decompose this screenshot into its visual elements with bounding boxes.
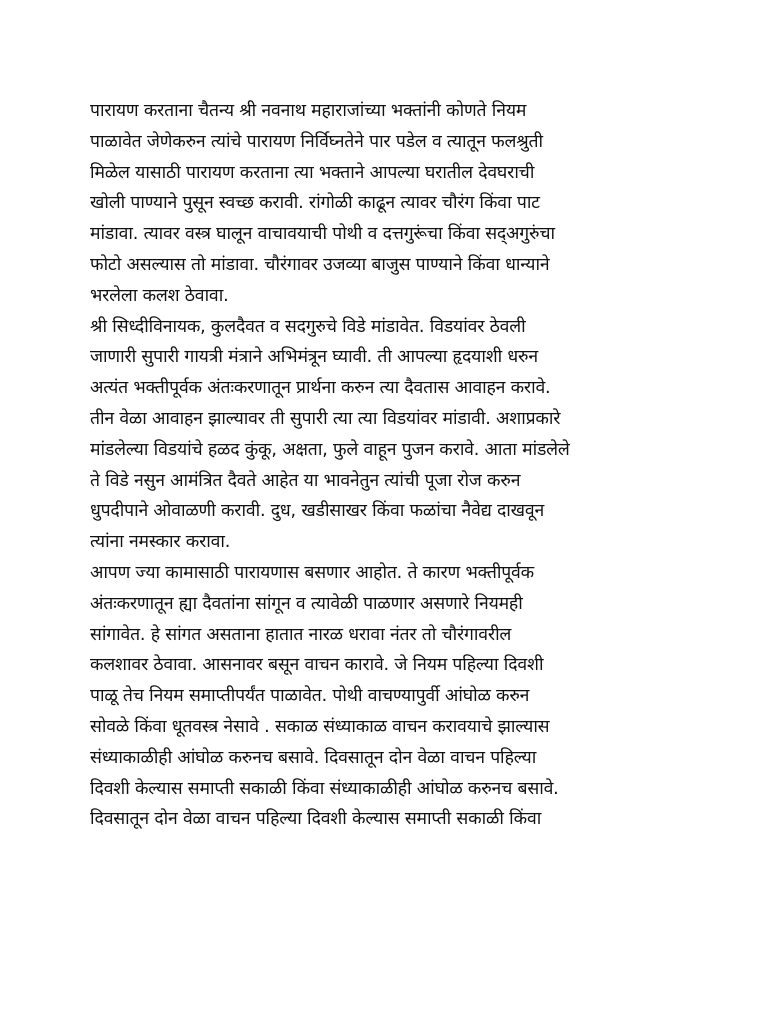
text-line: सांगावेत. हे सांगत असताना हातात नारळ धरावा नंतर तो चौरंगावरील	[90, 624, 512, 645]
text-line: जाणारी सुपारी गायत्री मंत्राने अभिमंत्रून घ्यावी. ती आपल्या हृदयाशी धरुन	[90, 347, 538, 368]
document-body	[90, 96, 690, 835]
text-line: मांडलेल्या विडयांचे हळद कुंकू, अक्षता, फुले वाहून पुजन करावे. आता मांडलेले	[90, 439, 570, 460]
text-line: त्यांना नमस्कार करावा.	[90, 532, 231, 553]
text-line: कलशावर ठेवावा. आसनावर बसून वाचन कारावे. जे नियम पहिल्या दिवशी	[90, 655, 544, 676]
text-line: दिवसातून दोन वेळा वाचन पहिल्या दिवशी केल्यास समाप्ती सकाळी किंवा	[90, 809, 542, 830]
text-line: फोटो असल्यास तो मांडावा. चौरंगावर उजव्या बाजुस पाण्याने किंवा धान्याने	[90, 254, 550, 275]
text-line: ते विडे नसुन आमंत्रित दैवते आहेत या भावनेतुन त्यांची पूजा रोज करुन	[90, 470, 521, 491]
text-line: खोली पाण्याने पुसून स्वच्छ करावी. रांगोळी काढून त्यावर चौरंग किंवा पाट	[90, 193, 540, 214]
text-line: पारायण करताना चैतन्य श्री नवनाथ महाराजांच्या भक्तांनी कोणते नियम	[90, 101, 527, 121]
text-line: अत्यंत भक्तीपूर्वक अंतःकरणातून प्रार्थना करुन त्या दैवतास आवाहन करावे.	[90, 378, 551, 399]
text-line: पाळावेत जेणेकरुन त्यांचे पारायण निर्विघ्नतेने पार पडेल व त्यातून फलश्रुती	[90, 131, 543, 152]
text-line: मिळेल यासाठी पारायण करताना त्या भक्ताने आपल्या घरातील देवघराची	[90, 162, 535, 183]
text-line: संध्याकाळीही आंघोळ करुनच बसावे. दिवसातून दोन वेळा वाचन पहिल्या	[90, 747, 537, 768]
text-line: श्री सिध्दीविनायक, कुलदैवत व सदगुरुचे विडे मांडावेत. विडयांवर ठेवली	[90, 316, 526, 337]
text-line: आपण ज्या कामासाठी पारायणास बसणार आहोत. ते कारण भक्तीपूर्वक	[90, 562, 534, 583]
text-line: पाळू तेच नियम समाप्तीपर्यंत पाळावेत. पोथी वाचण्यापुर्वी आंघोळ करुन	[90, 686, 530, 707]
text-line: मांडावा. त्यावर वस्त्र घालून वाचावयाची पोथी व दत्तगुरूंचा किंवा सद्अगुरुंचा	[90, 224, 555, 245]
text-line: अंतःकरणातून ह्या दैवतांना सांगून व त्यावेळी पाळणार असणारे नियमही	[90, 593, 523, 614]
text-line: भरलेला कलश ठेवावा.	[90, 285, 229, 306]
text-line: सोवळे किंवा धूतवस्त्र नेसावे . सकाळ संध्याकाळ वाचन करावयाचे झाल्यास	[90, 716, 550, 737]
text-line: धुपदीपाने ओवाळणी करावी. दुध, खडीसाखर किंवा फळांचा नैवेद्य दाखवून	[90, 501, 545, 522]
text-line: तीन वेळा आवाहन झाल्यावर ती सुपारी त्या त्या विडयांवर मांडावी. अशाप्रकारे	[90, 408, 561, 429]
text-line: दिवशी केल्यास समाप्ती सकाळी किंवा संध्याकाळीही आंघोळ करुनच बसावे.	[90, 778, 559, 799]
